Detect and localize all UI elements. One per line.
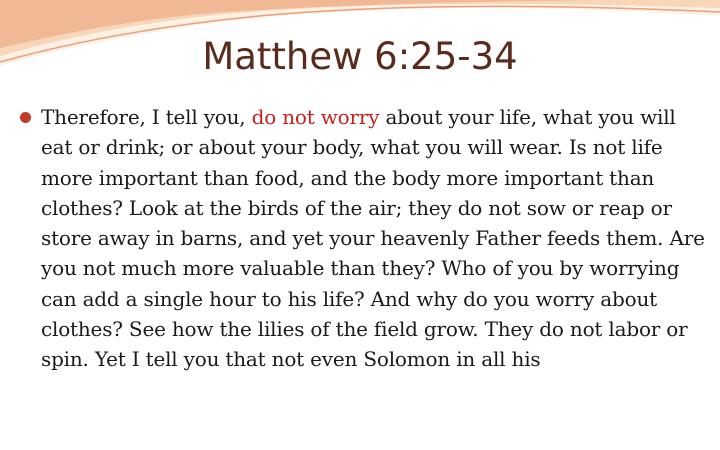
emphasis-text: do not worry bbox=[251, 105, 380, 129]
bullet-dot-icon bbox=[20, 112, 31, 123]
scripture-paragraph bbox=[41, 102, 710, 375]
text-after: about your life, what you will eat or drink; or about your body, what you will wear. Is not life more important than food, and the body more important than clothes? Look at the birds of the air; they do not sow or reap or store away in barns, and yet your heavenly Father feeds them. Are you not much more valuable than they? Who of you by worrying can add a single hour to his life? And why do you worry about clothes? See how the lilies of the field grow. They do not labor or spin. Yet I tell you that not even Solomon in all his bbox=[41, 105, 705, 372]
slide-title: Matthew 6:25-34 bbox=[202, 35, 518, 78]
text-before: Therefore, I tell you, bbox=[41, 105, 252, 129]
slide-body bbox=[20, 102, 710, 375]
